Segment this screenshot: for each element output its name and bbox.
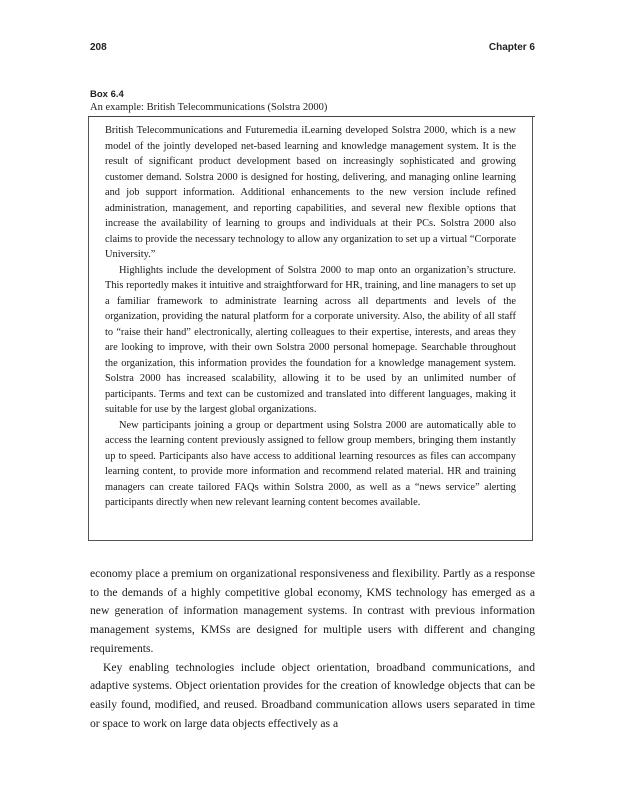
body-paragraph-1: economy place a premium on organizational responsiveness and flexibility. Partly as a response to the demands of a highly competitive global economy, KMS technology has emerged as a new generation of information management systems. In contrast with previous information management systems, KMSs are designed for multiple users with different and changing requirements. <box>90 567 535 655</box>
chapter-heading: Chapter 6 <box>488 42 535 53</box>
page-number: 208 <box>90 42 107 53</box>
box-paragraph-2: Highlights include the development of Solstra 2000 to map onto an organization’s structure. This reportedly makes it intuitive and straightforward for HR, training, and line managers to set up a familiar framework to administrate learning across all departments and levels of the organization, providing the natural platform for a corporate university. Also, the ability of all staff to “raise their hand” electronically, alerting colleagues to their expertise, interests, and areas they are looking to improve, with their own Solstra 2000 personal homepage. Searchable throughout the organization, this information provides the foundation for a knowledge management system. Solstra 2000 has increased scalability, allowing it to be used by an unlimited number of participants. Terms and text can be customized and translated into different languages, making it suitable for use by the largest global organizations. <box>105 264 516 415</box>
box-paragraph-1: British Telecommunications and Futuremedia iLearning developed Solstra 2000, which is a new model of the jointly developed net-based learning and knowledge management system. It is the result of significant product development based on increasingly sophisticated and growing customer demand. Solstra 2000 is designed for hosting, delivering, and managing online learning and job support information. Additional enhancements to the new version include refined administration, management, and reporting capabilities, and several new flexible options that increase the availability of learning to groups and individuals at their PCs. Solstra 2000 also claims to provide the necessary technology to allow any organization to set up a virtual “Corporate University.” <box>105 125 516 260</box>
box-title: An example: British Telecommunications (Solstra 2000) <box>90 102 328 113</box>
box-paragraph-3: New participants joining a group or department using Solstra 2000 are automatically able to access the learning content previously assigned to fellow group members, bringing them instantly up to speed. Participants also have access to additional learning resources as files can accompany learning content, to provide more information and recommend related material. HR and training managers can create tailored FAQs within Solstra 2000, as well as a “news service” alerting participants directly when new relevant learning content becomes available. <box>105 419 516 508</box>
body-paragraph-2: Key enabling technologies include object orientation, broadband communications, and adaptive systems. Object orientation provides for the creation of knowledge objects that can be easily found, modified, and reused. Broadband communication allows users separated in time or space to work on large data objects effectively as a <box>90 660 535 730</box>
main-body-text <box>90 565 535 733</box>
sidebar-box <box>88 117 533 541</box>
box-label: Box 6.4 <box>90 89 124 100</box>
